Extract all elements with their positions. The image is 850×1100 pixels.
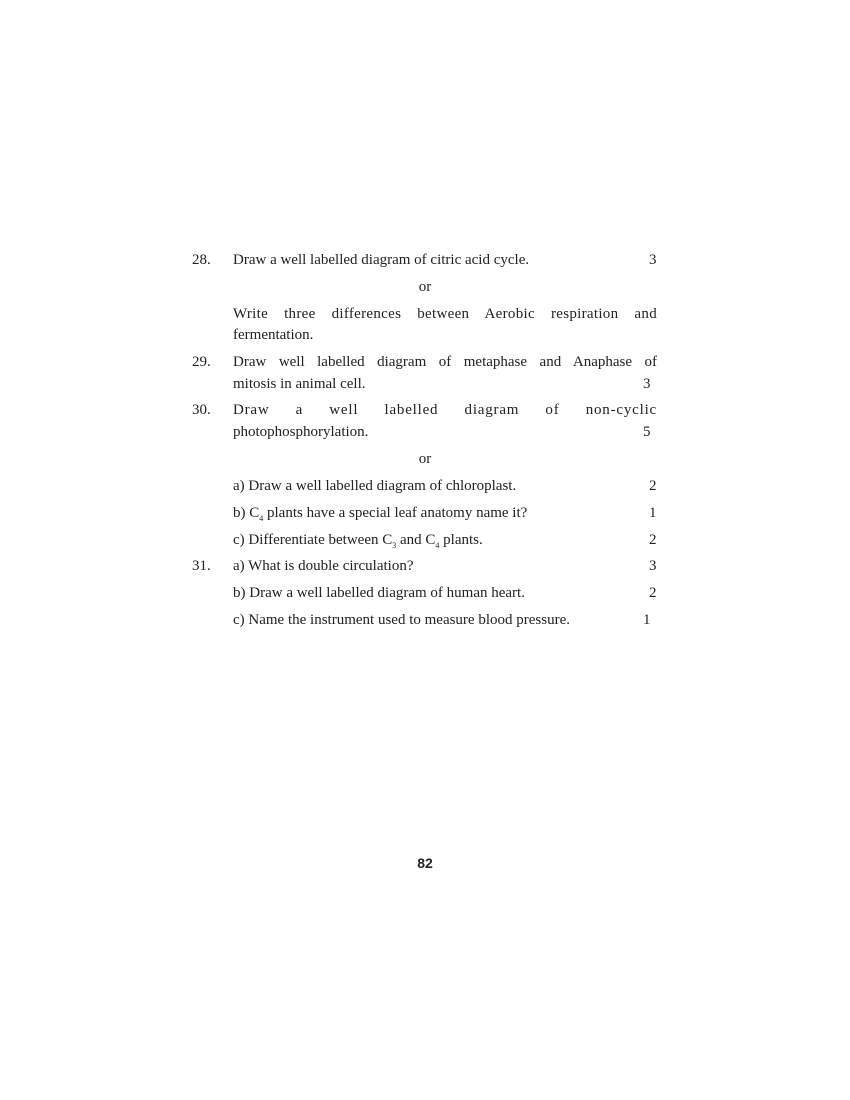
or-divider-28: or [418,279,432,295]
question-31b-text: b) Draw a well labelled diagram of human heart. [233,585,525,601]
question-28-alt-line1: Write three differences between Aerobic respiration and [233,306,657,322]
question-number-28: 28. [192,252,211,268]
question-30b-rest: plants have a special leaf anatomy name it? [263,505,528,521]
question-31c-text: c) Name the instrument used to measure blood pressure. [233,612,570,628]
question-31a-marks: 3 [649,558,657,574]
question-31a-text: a) What is double circulation? [233,558,414,574]
or-divider-30: or [418,451,432,467]
question-30c-text [233,530,483,550]
question-number-31: 31. [192,558,211,574]
question-30c-rest: plants. [439,532,483,548]
subscript-3: 3 [392,541,397,550]
question-30-marks: 5 [643,424,651,440]
question-30b-marks: 1 [649,505,657,521]
question-30-line2: photophosphorylation. [233,424,369,440]
question-30a-marks: 2 [649,478,657,494]
question-30c-middle: and C [396,532,436,548]
question-30a-text: a) Draw a well labelled diagram of chloroplast. [233,478,517,494]
question-29-line1: Draw well labelled diagram of metaphase and Anaphase of [233,354,657,370]
question-number-29: 29. [192,354,211,370]
question-number-30: 30. [192,402,211,418]
question-29-line2: mitosis in animal cell. [233,376,366,392]
subscript-4: 4 [259,514,264,523]
question-30b-text [233,503,527,523]
question-30c-marks: 2 [649,532,657,548]
question-31c-marks: 1 [643,612,651,628]
question-30b-prefix: b) C [233,505,260,521]
question-30c-prefix: c) Differentiate between C [233,532,393,548]
question-28-alt-line2: fermentation. [233,327,314,343]
subscript-4: 4 [435,541,440,550]
question-28-marks: 3 [649,252,657,268]
question-28-text: Draw a well labelled diagram of citric acid cycle. [233,252,530,268]
question-29-marks: 3 [643,376,651,392]
page-number: 82 [417,855,433,871]
question-30-line1: Draw a well labelled diagram of non-cyclic [233,402,657,418]
question-31b-marks: 2 [649,585,657,601]
